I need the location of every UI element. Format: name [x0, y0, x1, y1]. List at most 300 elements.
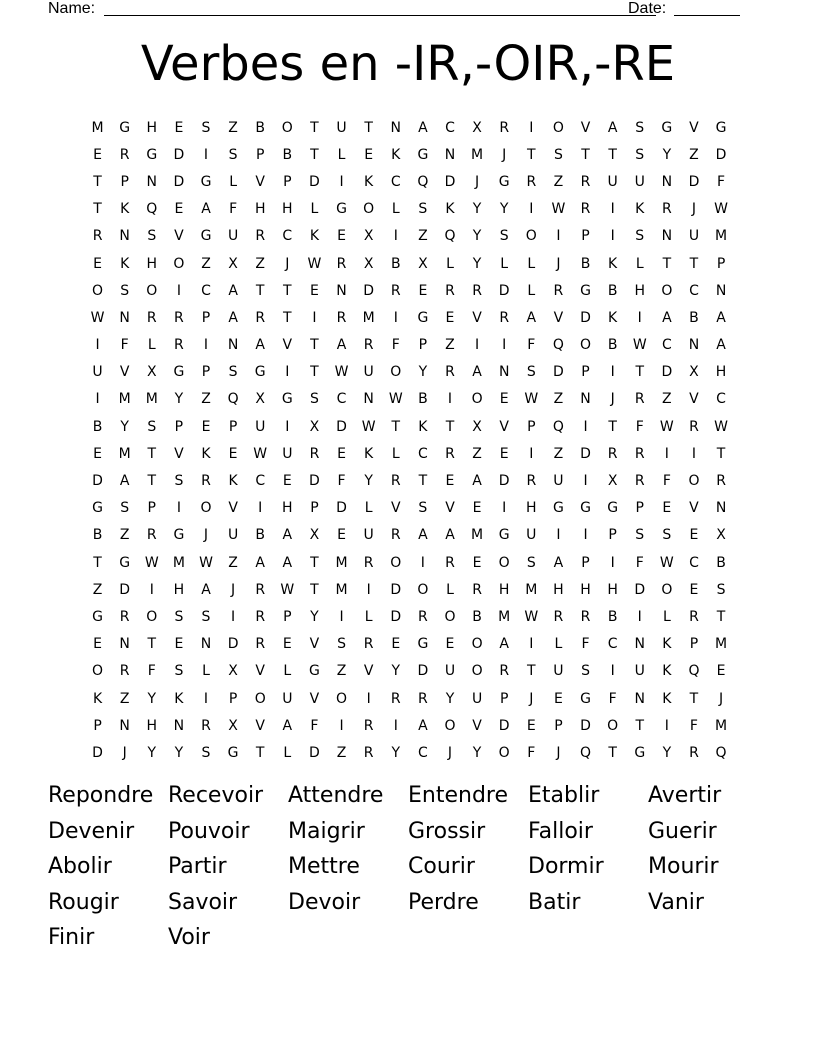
grid-letter: E	[228, 445, 238, 462]
grid-letter: R	[255, 228, 266, 245]
grid-letter: L	[310, 201, 319, 218]
word-list-item: Guerir	[648, 818, 717, 844]
grid-row	[84, 114, 735, 141]
grid-letter: G	[200, 228, 212, 245]
grid-letter: G	[119, 554, 131, 571]
grid-letter: Z	[662, 391, 672, 408]
grid-row	[84, 603, 735, 630]
grid-letter: T	[527, 663, 536, 680]
grid-letter: I	[393, 309, 398, 326]
grid-letter: H	[146, 717, 158, 734]
grid-letter: X	[363, 255, 374, 272]
grid-letter: S	[147, 228, 157, 245]
grid-letter: K	[364, 445, 374, 462]
grid-letter: R	[363, 717, 374, 734]
grid-letter: P	[608, 527, 617, 544]
grid-letter: R	[499, 309, 510, 326]
grid-letter: Q	[688, 663, 700, 680]
grid-letter: V	[689, 391, 699, 408]
grid-letter: G	[580, 690, 591, 707]
grid-letter: L	[202, 663, 210, 680]
grid-letter: K	[92, 690, 103, 707]
grid-letter: X	[363, 228, 374, 245]
grid-letter: U	[526, 527, 537, 544]
grid-letter: B	[282, 146, 293, 163]
grid-letter: O	[390, 554, 402, 571]
grid-letter: I	[285, 364, 290, 381]
grid-letter: J	[529, 690, 534, 707]
grid-letter: I	[231, 608, 236, 625]
grid-letter: H	[282, 500, 293, 517]
grid-letter: R	[390, 527, 401, 544]
grid-letter: E	[472, 500, 482, 517]
grid-letter: K	[445, 201, 455, 218]
grid-letter: D	[417, 663, 429, 680]
grid-letter: V	[255, 173, 265, 190]
grid-letter: S	[147, 418, 157, 435]
grid-letter: P	[499, 690, 509, 707]
grid-letter: L	[527, 255, 536, 272]
grid-letter: S	[228, 364, 238, 381]
grid-letter: J	[502, 146, 507, 163]
grid-letter: K	[120, 201, 130, 218]
grid-letter: K	[608, 255, 618, 272]
grid-letter: I	[529, 201, 534, 218]
grid-letter: P	[527, 418, 536, 435]
grid-letter: B	[472, 608, 482, 625]
grid-letter: R	[92, 228, 103, 245]
grid-letter: G	[715, 119, 727, 136]
grid-letter: R	[119, 608, 130, 625]
grid-letter: G	[119, 119, 131, 136]
grid-letter: D	[580, 445, 591, 462]
grid-letter: T	[662, 255, 672, 272]
grid-letter: R	[255, 581, 266, 598]
grid-letter: R	[363, 337, 374, 354]
grid-letter: V	[472, 717, 482, 734]
grid-letter: B	[92, 418, 103, 435]
grid-letter: E	[282, 473, 292, 490]
grid-letter: M	[145, 391, 158, 408]
grid-letter: Y	[310, 608, 319, 625]
grid-letter: V	[119, 364, 130, 381]
grid-letter: U	[553, 473, 564, 490]
grid-letter: E	[445, 636, 455, 653]
grid-letter: R	[580, 608, 591, 625]
grid-letter: B	[607, 282, 618, 299]
grid-letter: X	[255, 391, 265, 408]
grid-letter: D	[309, 473, 320, 490]
grid-letter: Y	[364, 473, 373, 490]
grid-letter: Z	[553, 173, 564, 190]
grid-letter: N	[227, 337, 239, 354]
grid-letter: W	[361, 418, 376, 435]
grid-letter: S	[120, 282, 130, 299]
grid-letter: P	[201, 309, 211, 326]
grid-letter: D	[580, 717, 591, 734]
grid-letter: M	[172, 554, 185, 571]
grid-letter: A	[336, 337, 347, 354]
page-title: Verbes en -IR,-OIR,-RE	[140, 36, 676, 92]
grid-letter: U	[634, 173, 645, 190]
grid-letter: S	[581, 663, 590, 680]
grid-letter: I	[475, 337, 480, 354]
grid-letter: R	[716, 473, 726, 490]
grid-letter: J	[556, 255, 561, 272]
grid-letter: G	[498, 527, 510, 544]
grid-letter: M	[715, 717, 728, 734]
grid-letter: F	[608, 690, 617, 707]
grid-letter: I	[176, 282, 181, 299]
grid-letter: V	[580, 119, 591, 136]
grid-letter: T	[635, 364, 645, 381]
grid-letter: I	[583, 418, 588, 435]
grid-letter: A	[228, 282, 238, 299]
grid-letter: S	[174, 663, 184, 680]
grid-letter: I	[176, 500, 181, 517]
grid-letter: N	[390, 119, 401, 136]
grid-letter: B	[92, 527, 103, 544]
grid-letter: Z	[201, 255, 211, 272]
grid-letter: D	[498, 473, 510, 490]
grid-letter: Z	[553, 445, 564, 462]
word-list-item: Rougir	[48, 889, 119, 915]
grid-letter: P	[581, 554, 590, 571]
grid-letter: G	[417, 309, 429, 326]
grid-letter: Y	[499, 201, 509, 218]
grid-letter: E	[472, 554, 482, 571]
grid-letter: O	[390, 364, 402, 381]
grid-letter: K	[120, 255, 130, 272]
grid-letter: I	[339, 717, 344, 734]
grid-letter: E	[689, 581, 699, 598]
grid-letter: I	[95, 391, 100, 408]
grid-letter: R	[553, 608, 564, 625]
grid-letter: D	[661, 364, 673, 381]
grid-letter: O	[444, 608, 456, 625]
grid-letter: P	[581, 364, 590, 381]
grid-letter: P	[310, 500, 319, 517]
grid-letter: S	[716, 581, 726, 598]
grid-letter: L	[147, 337, 156, 354]
grid-letter: P	[283, 173, 292, 190]
grid-letter: T	[147, 445, 157, 462]
grid-letter: D	[363, 282, 375, 299]
grid-letter: H	[146, 255, 158, 272]
grid-letter: Z	[119, 690, 130, 707]
grid-letter: R	[607, 445, 618, 462]
grid-row	[84, 576, 735, 603]
grid-letter: W	[632, 337, 647, 354]
grid-letter: U	[688, 228, 700, 245]
grid-letter: X	[228, 717, 238, 734]
grid-letter: J	[122, 744, 127, 761]
grid-letter: T	[147, 473, 157, 490]
grid-letter: Y	[391, 663, 401, 680]
grid-letter: E	[662, 500, 672, 517]
grid-letter: I	[529, 445, 534, 462]
grid-letter: A	[662, 309, 672, 326]
grid-letter: J	[447, 744, 453, 761]
grid-letter: I	[258, 500, 263, 517]
grid-letter: N	[661, 228, 673, 245]
grid-letter: N	[119, 228, 130, 245]
grid-letter: Z	[92, 581, 103, 598]
grid-letter: S	[526, 364, 536, 381]
grid-letter: O	[552, 119, 564, 136]
word-list-item: Pouvoir	[168, 818, 250, 844]
grid-letter: G	[417, 146, 429, 163]
grid-letter: J	[231, 581, 236, 598]
grid-letter: I	[285, 418, 290, 435]
grid-letter: T	[255, 744, 265, 761]
grid-letter: G	[580, 500, 591, 517]
grid-letter: M	[91, 119, 104, 136]
grid-letter: V	[255, 663, 265, 680]
grid-letter: I	[366, 581, 371, 598]
grid-letter: R	[689, 744, 699, 761]
grid-letter: T	[608, 146, 617, 163]
grid-letter: R	[146, 309, 157, 326]
grid-letter: R	[255, 309, 266, 326]
grid-letter: Z	[255, 255, 265, 272]
grid-letter: F	[635, 418, 644, 435]
grid-letter: P	[255, 146, 265, 163]
grid-letter: M	[715, 636, 728, 653]
grid-letter: K	[201, 445, 211, 462]
grid-letter: P	[228, 418, 238, 435]
grid-letter: Q	[552, 337, 564, 354]
grid-letter: H	[607, 581, 618, 598]
grid-letter: V	[499, 418, 509, 435]
grid-letter: A	[201, 581, 211, 598]
grid-letter: R	[526, 473, 537, 490]
grid-letter: V	[689, 119, 699, 136]
grid-letter: I	[637, 608, 642, 625]
grid-letter: O	[417, 581, 429, 598]
grid-letter: A	[472, 364, 482, 381]
grid-letter: U	[634, 663, 645, 680]
grid-letter: R	[445, 554, 455, 571]
grid-letter: D	[119, 581, 131, 598]
grid-letter: O	[580, 337, 592, 354]
name-label: Name:	[48, 0, 96, 17]
grid-letter: T	[716, 608, 726, 625]
grid-letter: A	[607, 119, 618, 136]
grid-letter: A	[418, 527, 428, 544]
grid-letter: F	[120, 337, 129, 354]
word-list-item: Devoir	[288, 889, 361, 915]
worksheet-header	[48, 0, 740, 20]
grid-letter: N	[661, 173, 673, 190]
word-list-item: Voir	[168, 925, 210, 950]
grid-letter: U	[471, 690, 483, 707]
grid-row	[84, 631, 735, 658]
grid-letter: F	[391, 337, 400, 354]
grid-letter: X	[472, 119, 482, 136]
grid-letter: I	[610, 663, 615, 680]
grid-letter: J	[610, 391, 615, 408]
grid-letter: G	[661, 119, 673, 136]
grid-letter: P	[283, 608, 292, 625]
grid-letter: Y	[120, 418, 129, 435]
grid-letter: S	[201, 608, 211, 625]
grid-row	[84, 277, 735, 304]
grid-letter: T	[716, 445, 726, 462]
grid-letter: Z	[336, 663, 347, 680]
grid-letter: W	[524, 608, 539, 625]
grid-letter: C	[201, 282, 211, 299]
grid-letter: G	[92, 500, 103, 517]
grid-letter: E	[201, 418, 211, 435]
grid-letter: R	[445, 364, 455, 381]
grid-letter: R	[390, 282, 401, 299]
grid-letter: M	[471, 527, 484, 544]
grid-letter: G	[146, 146, 158, 163]
grid-row	[84, 141, 735, 168]
grid-letter: V	[363, 663, 374, 680]
grid-letter: B	[607, 337, 618, 354]
word-list-item: Finir	[48, 925, 95, 950]
grid-letter: T	[445, 418, 455, 435]
grid-letter: L	[446, 255, 454, 272]
grid-letter: Y	[662, 146, 672, 163]
word-list-item: Mourir	[648, 854, 719, 879]
grid-letter: R	[661, 201, 672, 218]
grid-letter: P	[716, 255, 726, 272]
grid-letter: W	[144, 554, 159, 571]
grid-letter: T	[93, 554, 102, 571]
grid-letter: S	[309, 391, 319, 408]
grid-letter: V	[309, 690, 320, 707]
grid-letter: T	[689, 255, 699, 272]
grid-letter: L	[364, 608, 373, 625]
word-list-item: Savoir	[168, 889, 238, 915]
grid-letter: N	[715, 282, 727, 299]
grid-letter: U	[227, 228, 239, 245]
grid-letter: A	[255, 337, 265, 354]
grid-letter: L	[391, 201, 400, 218]
grid-letter: Y	[174, 391, 184, 408]
grid-letter: H	[634, 282, 645, 299]
grid-row	[84, 168, 735, 195]
grid-letter: I	[664, 717, 669, 734]
grid-letter: P	[201, 364, 211, 381]
grid-letter: R	[634, 391, 645, 408]
grid-letter: N	[715, 500, 727, 517]
grid-letter: C	[282, 228, 293, 245]
grid-letter: R	[363, 554, 374, 571]
grid-letter: W	[524, 391, 539, 408]
grid-letter: S	[635, 527, 645, 544]
grid-letter: T	[418, 473, 428, 490]
grid-letter: Q	[444, 228, 456, 245]
grid-letter: K	[391, 146, 401, 163]
grid-letter: C	[255, 473, 266, 490]
grid-letter: O	[661, 282, 673, 299]
grid-letter: U	[363, 364, 374, 381]
grid-letter: B	[390, 255, 401, 272]
grid-letter: R	[255, 636, 266, 653]
grid-letter: S	[228, 146, 238, 163]
grid-letter: S	[526, 554, 536, 571]
grid-letter: I	[610, 228, 615, 245]
grid-letter: R	[472, 282, 482, 299]
grid-letter: R	[418, 690, 428, 707]
grid-letter: A	[716, 337, 726, 354]
grid-letter: T	[635, 717, 645, 734]
grid-letter: G	[200, 173, 212, 190]
grid-letter: L	[635, 255, 644, 272]
grid-letter: R	[119, 146, 130, 163]
grid-letter: D	[498, 717, 510, 734]
word-list-item: Maigrir	[288, 818, 365, 844]
grid-letter: O	[607, 717, 619, 734]
grid-letter: J	[691, 201, 697, 218]
grid-letter: S	[201, 119, 211, 136]
grid-row	[84, 522, 735, 549]
grid-letter: Q	[715, 744, 727, 761]
grid-letter: L	[662, 608, 671, 625]
grid-letter: P	[581, 228, 590, 245]
grid-letter: O	[688, 473, 700, 490]
grid-letter: S	[553, 146, 563, 163]
grid-letter: T	[581, 146, 590, 163]
grid-letter: G	[309, 663, 320, 680]
grid-letter: Z	[472, 445, 482, 462]
grid-letter: M	[715, 228, 728, 245]
word-list-item: Batir	[528, 889, 581, 915]
name-blank-line	[104, 15, 656, 16]
grid-letter: G	[254, 364, 266, 381]
grid-letter: V	[228, 500, 238, 517]
grid-letter: C	[417, 445, 428, 462]
grid-letter: U	[92, 364, 103, 381]
grid-letter: E	[553, 690, 563, 707]
grid-letter: W	[659, 418, 674, 435]
grid-letter: W	[551, 201, 566, 218]
grid-letter: Z	[228, 554, 238, 571]
grid-letter: F	[581, 636, 590, 653]
grid-letter: F	[229, 201, 238, 218]
grid-letter: F	[527, 337, 536, 354]
word-list-item: Repondre	[48, 783, 154, 808]
grid-letter: P	[689, 636, 699, 653]
grid-letter: P	[93, 717, 102, 734]
grid-letter: J	[719, 690, 724, 707]
grid-letter: I	[95, 337, 100, 354]
grid-letter: T	[527, 146, 536, 163]
grid-row	[84, 359, 735, 386]
grid-letter: L	[229, 173, 237, 190]
grid-letter: U	[444, 663, 456, 680]
grid-letter: K	[364, 173, 374, 190]
grid-letter: D	[92, 744, 103, 761]
grid-row	[84, 549, 735, 576]
grid-letter: E	[174, 119, 184, 136]
grid-letter: E	[282, 636, 292, 653]
grid-letter: L	[446, 581, 454, 598]
grid-row	[84, 712, 735, 739]
grid-letter: N	[119, 309, 130, 326]
grid-letter: T	[364, 119, 373, 136]
grid-letter: P	[147, 500, 156, 517]
grid-letter: M	[525, 581, 538, 598]
grid-letter: C	[607, 636, 618, 653]
grid-letter: C	[390, 173, 401, 190]
grid-letter: R	[255, 608, 266, 625]
grid-letter: H	[526, 500, 537, 517]
